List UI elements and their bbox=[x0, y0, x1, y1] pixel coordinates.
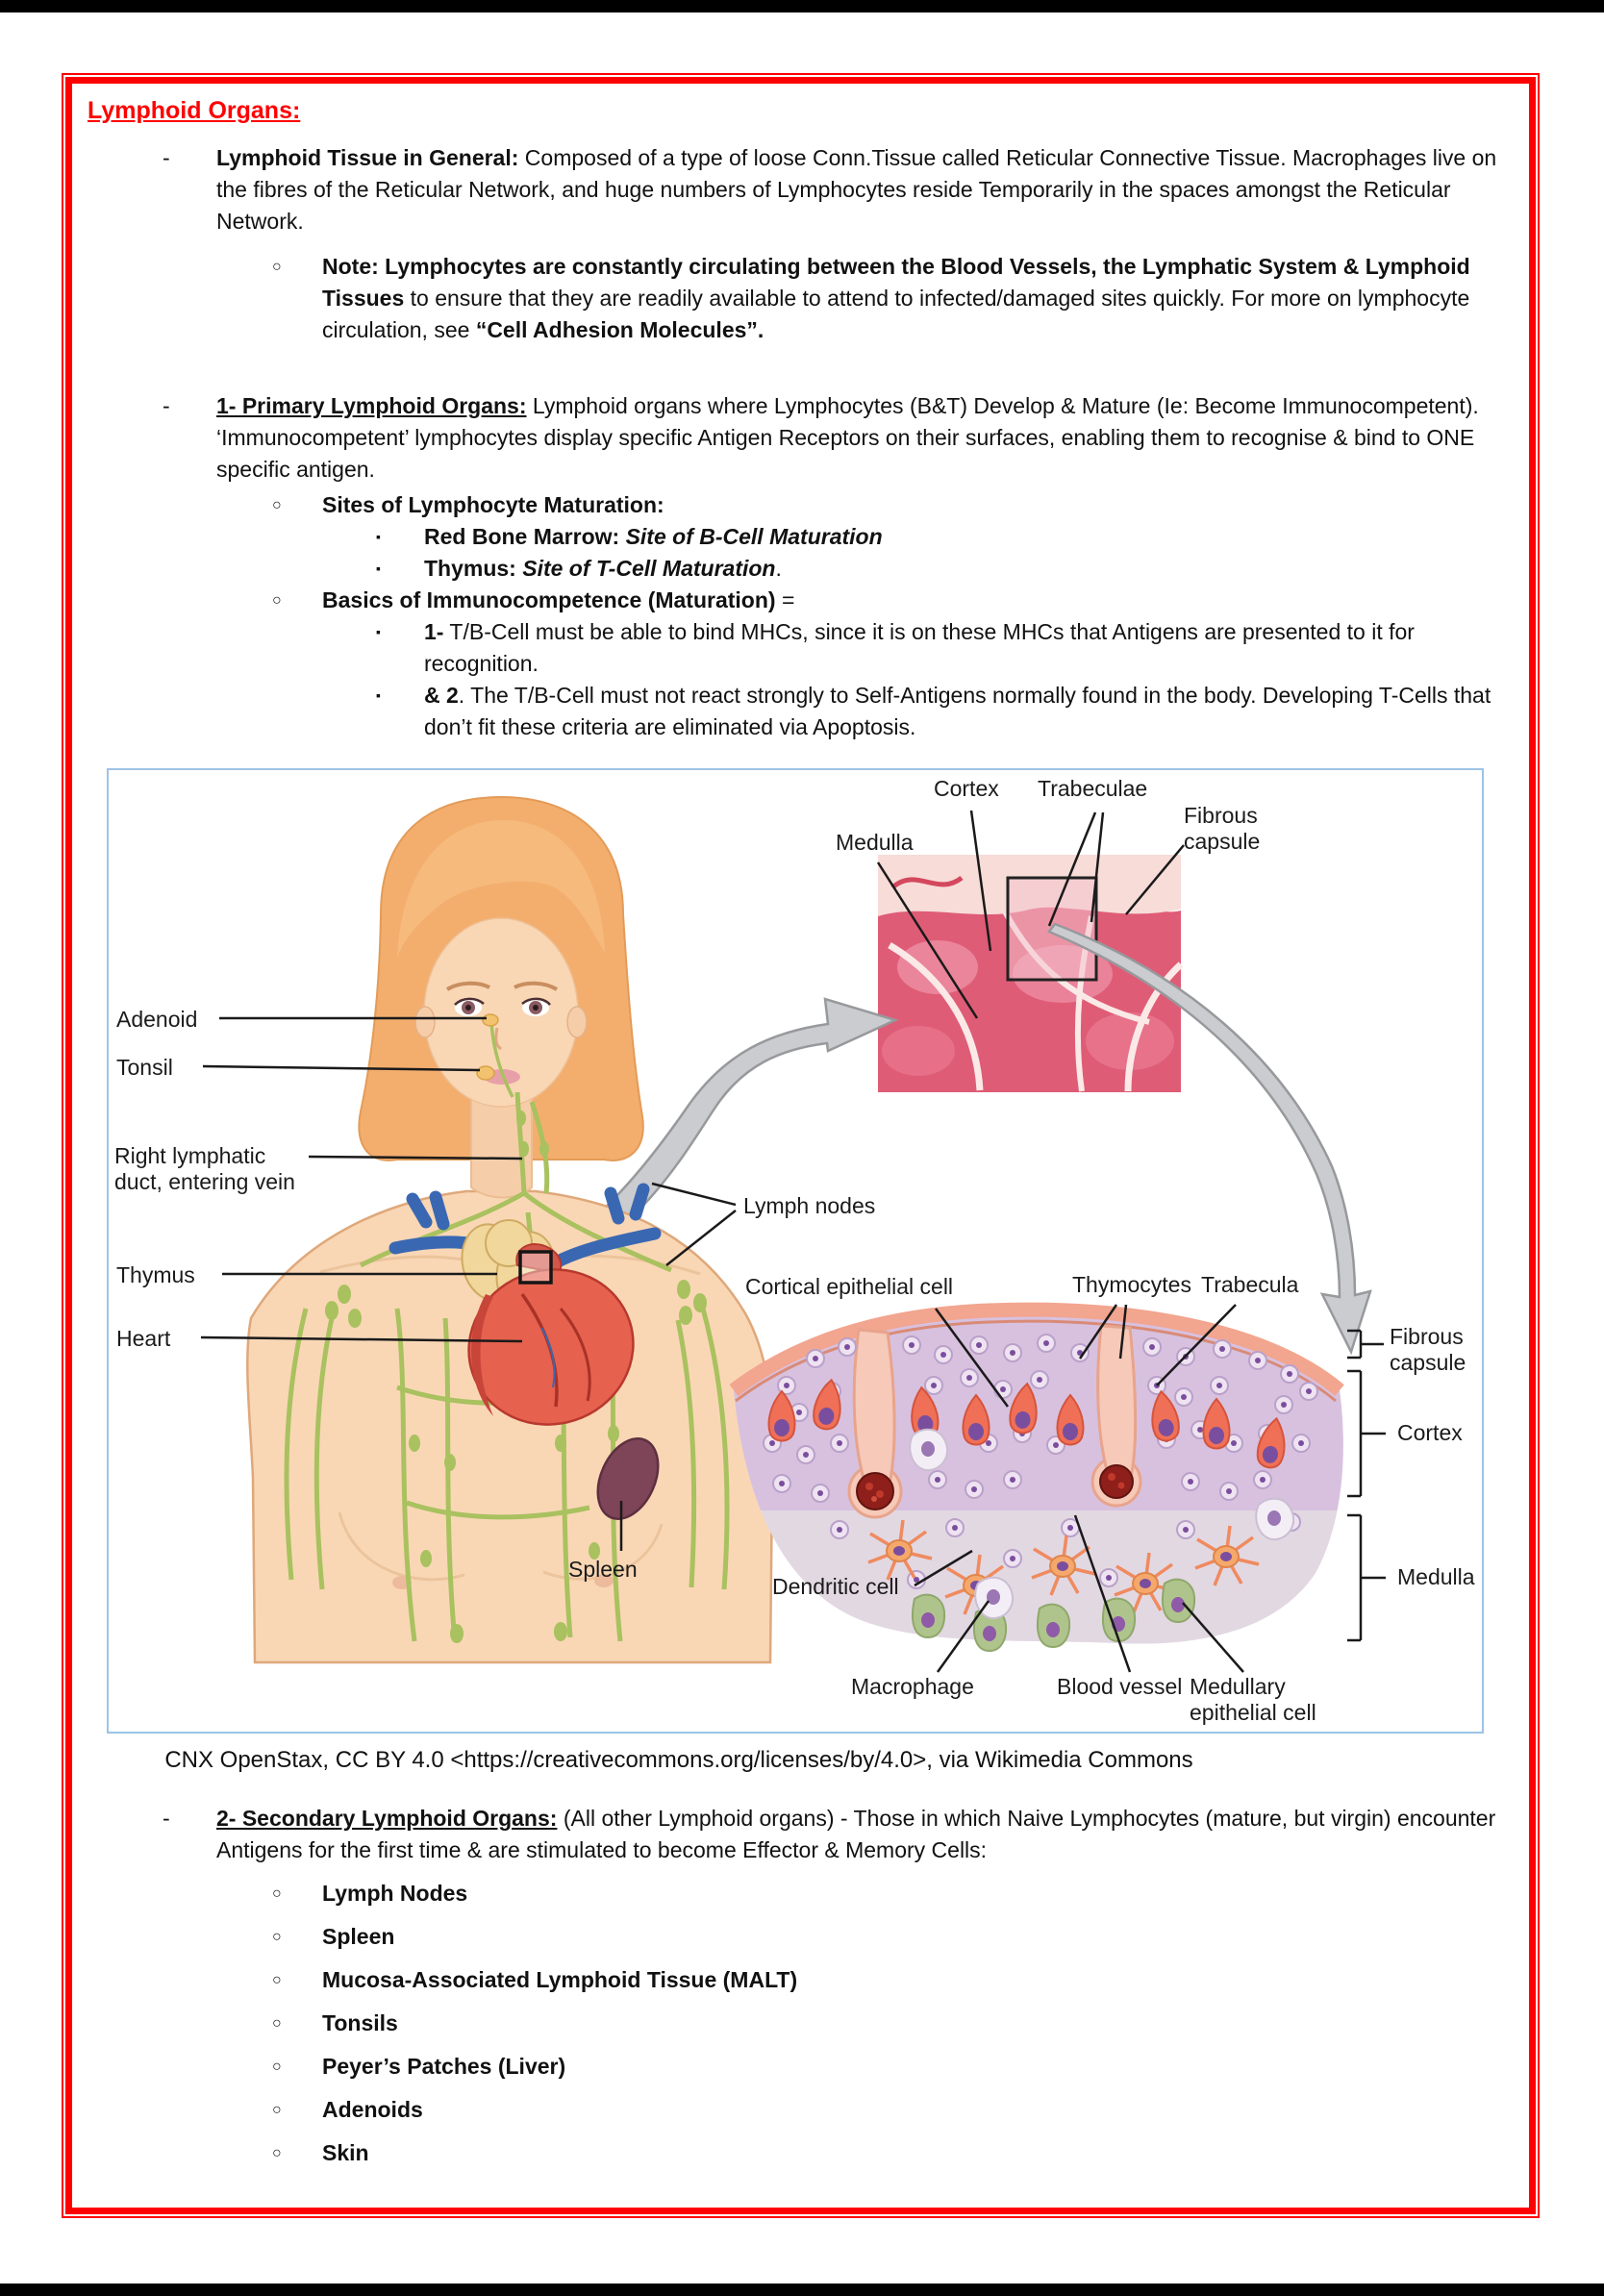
para-site-thymus bbox=[88, 553, 1519, 585]
square-bullet: ▪ bbox=[376, 561, 381, 576]
para-basics-heading bbox=[88, 585, 1519, 616]
label-medullary-epithelial-cell: Medullary epithelial cell bbox=[1190, 1674, 1316, 1725]
secondary-item-text: Mucosa-Associated Lymphoid Tissue (MALT) bbox=[322, 1967, 798, 1992]
para-primary bbox=[88, 390, 1519, 486]
label-tonsil: Tonsil bbox=[116, 1055, 173, 1080]
para-secondary bbox=[88, 1803, 1519, 1866]
circle-bullet: ○ bbox=[272, 2145, 282, 2161]
basics-heading-text bbox=[322, 585, 1519, 616]
label-cortical-epithelial-cell: Cortical epithelial cell bbox=[745, 1274, 954, 1299]
basic1-bold: 1- bbox=[424, 619, 444, 644]
site-thymus-text bbox=[424, 553, 1519, 585]
label-medulla-right: Medulla bbox=[1397, 1564, 1475, 1589]
note-tail-bold: “Cell Adhesion Molecules”. bbox=[475, 317, 764, 342]
para-sites-heading bbox=[88, 489, 1519, 521]
secondary-item-text: Tonsils bbox=[322, 2010, 398, 2035]
circle-bullet: ○ bbox=[272, 2059, 282, 2075]
lobule-diagram bbox=[724, 1305, 1386, 1655]
label-lymph-nodes: Lymph nodes bbox=[743, 1193, 876, 1218]
circle-bullet: ○ bbox=[272, 1885, 282, 1902]
site2-italic: Site of T-Cell Maturation bbox=[515, 556, 776, 581]
label-right-lymphatic-duct: Right lymphatic duct, entering vein bbox=[114, 1143, 295, 1194]
site-bone-marrow-text bbox=[424, 521, 1519, 553]
page-title: Lymphoid Organs: bbox=[88, 97, 301, 124]
secondary-item-text: Spleen bbox=[322, 1924, 395, 1949]
circle-bullet: ○ bbox=[272, 592, 282, 609]
label-macrophage: Macrophage bbox=[851, 1674, 974, 1699]
circle-bullet: ○ bbox=[272, 1929, 282, 1945]
basic2-rest: . The T/B-Cell must not react strongly to Self-Antigens normally found in the body. Developing T-Cells that don’t fit these criteria are eliminated via Apoptosis. bbox=[424, 683, 1491, 739]
site1-italic: Site of B-Cell Maturation bbox=[619, 524, 883, 549]
label-fibrous-capsule-right: Fibrous capsule bbox=[1390, 1324, 1466, 1375]
label-cortex-right: Cortex bbox=[1397, 1420, 1463, 1445]
figure-caption: CNX OpenStax, CC BY 4.0 <https://creativecommons.org/licenses/by/4.0>, via Wikimedia Commons bbox=[164, 1747, 1193, 1773]
circle-bullet: ○ bbox=[272, 2015, 282, 2032]
label-spleen: Spleen bbox=[568, 1557, 638, 1582]
secondary-item-peyers-patches bbox=[88, 2051, 1519, 2083]
lymphoid-organs-figure bbox=[107, 768, 1484, 1734]
label-dendritic-cell: Dendritic cell bbox=[772, 1574, 899, 1599]
body-illustration bbox=[247, 797, 772, 1662]
secondary-item-malt bbox=[88, 1964, 1519, 1996]
bottom-edge-bar bbox=[0, 2284, 1604, 2296]
top-edge-bar bbox=[0, 0, 1604, 12]
label-thymocytes: Thymocytes bbox=[1072, 1272, 1191, 1297]
note-mid: to ensure that they are readily available to attend to infected/damaged sites quickly. For more on lymphocyte circulation, see bbox=[322, 286, 1470, 342]
site2-tail: . bbox=[775, 556, 782, 581]
label-trabeculae: Trabeculae bbox=[1038, 776, 1148, 801]
dash-bullet: - bbox=[163, 393, 170, 418]
para-basic-2 bbox=[88, 680, 1519, 743]
secondary-heading: 2- Secondary Lymphoid Organs: bbox=[216, 1806, 558, 1831]
para-general-text bbox=[216, 142, 1519, 237]
circle-bullet: ○ bbox=[272, 2102, 282, 2118]
secondary-item-text: Peyer’s Patches (Liver) bbox=[322, 2054, 566, 2079]
label-medulla-top: Medulla bbox=[836, 830, 914, 855]
site1-bold: Red Bone Marrow: bbox=[424, 524, 620, 549]
secondary-item-text: Adenoids bbox=[322, 2097, 423, 2122]
basic2-bold: & 2 bbox=[424, 683, 459, 708]
para-site-bone-marrow bbox=[88, 521, 1519, 553]
label-cortex-top: Cortex bbox=[934, 776, 999, 801]
sites-heading: Sites of Lymphocyte Maturation: bbox=[322, 492, 664, 517]
square-bullet: ▪ bbox=[376, 687, 381, 703]
label-heart: Heart bbox=[116, 1326, 171, 1351]
para-basic-1 bbox=[88, 616, 1519, 680]
dash-bullet: - bbox=[163, 1806, 170, 1831]
site2-bold: Thymus: bbox=[424, 556, 516, 581]
sites-heading-text bbox=[322, 489, 1519, 521]
label-blood-vessel: Blood vessel bbox=[1057, 1674, 1183, 1699]
primary-heading: 1- Primary Lymphoid Organs: bbox=[216, 393, 527, 418]
para-note bbox=[88, 251, 1519, 346]
secondary-item-skin bbox=[88, 2137, 1519, 2169]
circle-bullet: ○ bbox=[272, 497, 282, 513]
secondary-item-text: Lymph Nodes bbox=[322, 1881, 468, 1906]
secondary-item-lymph-nodes bbox=[88, 1878, 1519, 1909]
note-bold: Note: Lymphocytes are constantly circulating between the Blood Vessels, the Lymphatic System & Lymphoid Tissues bbox=[322, 254, 1470, 311]
secondary-item-text: Skin bbox=[322, 2140, 369, 2165]
para-general bbox=[88, 142, 1519, 237]
circle-bullet: ○ bbox=[272, 259, 282, 275]
para-primary-text bbox=[216, 390, 1519, 486]
basic-1-text bbox=[424, 616, 1519, 680]
label-fibrous-capsule-top: Fibrous capsule bbox=[1184, 803, 1261, 854]
label-adenoid: Adenoid bbox=[116, 1007, 198, 1032]
basic1-rest: T/B-Cell must be able to bind MHCs, since it is on these MHCs that Antigens are presented to it for recognition. bbox=[424, 619, 1415, 676]
secondary-item-tonsils bbox=[88, 2008, 1519, 2039]
basic-2-text bbox=[424, 680, 1519, 743]
secondary-heading-rest: (All other Lymphoid organs) - Those in which Naive Lymphocytes (mature, but virgin) encounter Antigens for the first time & are stimulated to become Effector & Memory Cells: bbox=[216, 1806, 1496, 1862]
thymus-inset-box bbox=[520, 1252, 551, 1283]
basics-eq: = bbox=[775, 587, 795, 612]
para-note-text bbox=[322, 251, 1519, 346]
dash-bullet: - bbox=[163, 145, 170, 170]
label-trabecula: Trabecula bbox=[1201, 1272, 1299, 1297]
label-thymus: Thymus bbox=[116, 1262, 195, 1287]
secondary-item-spleen bbox=[88, 1921, 1519, 1953]
general-lead-rest: Composed of a type of loose Conn.Tissue called Reticular Connective Tissue. Macrophages live on the fibres of the Reticular Network, and huge numbers of Lymphocytes reside Temporarily in the spaces amongst the Reticular Network. bbox=[216, 145, 1497, 234]
secondary-item-adenoids bbox=[88, 2094, 1519, 2126]
square-bullet: ▪ bbox=[376, 529, 381, 544]
region-brackets bbox=[1347, 1331, 1386, 1640]
general-lead-bold: Lymphoid Tissue in General: bbox=[216, 145, 519, 170]
circle-bullet: ○ bbox=[272, 1972, 282, 1988]
primary-heading-rest: Lymphoid organs where Lymphocytes (B&T) Develop & Mature (Ie: Become Immunocompetent). ‘Immunocompetent’ lymphocytes display specific Antigen Receptors on their surfaces, enabling them to recognise & bind to ONE specific antigen. bbox=[216, 393, 1479, 482]
para-secondary-text bbox=[216, 1803, 1519, 1866]
square-bullet: ▪ bbox=[376, 624, 381, 639]
red-page-border bbox=[65, 77, 1536, 2214]
basics-heading: Basics of Immunocompetence (Maturation) bbox=[322, 587, 776, 612]
